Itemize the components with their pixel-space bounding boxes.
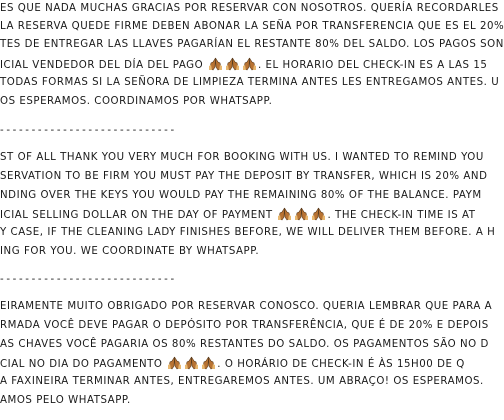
es-line-6: OS ESPERAMOS. COORDINAMOS POR WHATSAPP. xyxy=(0,96,273,107)
pt-line-2: RMADA VOCÊ DEVE PAGAR O DEPÓSITO POR TRANSFERÊNCIA, QUE É DE 20% E DEPOIS xyxy=(0,320,489,331)
en-line-4-a: ICIAL SELLING DOLLAR ON THE DAY OF PAYMENT xyxy=(0,210,273,221)
pt-line-4-b: . O HORÁRIO DE CHECK-IN É ÀS 15H00 DE Q xyxy=(217,359,465,370)
en-line-5: Y CASE, IF THE CLEANING LADY FINISHES BEFORE, WE WILL DELIVER THEM BEFORE. A H xyxy=(0,227,496,238)
es-line-2: LA RESERVA QUEDE FIRME DEBEN ABONAR LA SEÑA POR TRANSFERENCIA QUE ES EL 20% xyxy=(0,21,504,32)
separator-2: - - - - - - - - - - - - - - - - - - - - - - - - - - - - xyxy=(0,274,174,285)
pt-line-4 xyxy=(0,356,465,372)
en-line-1: ST OF ALL THANK YOU VERY MUCH FOR BOOKING WITH US. I WANTED TO REMIND YOU xyxy=(0,152,484,163)
praying-hands-icon xyxy=(242,57,257,71)
separator-1: - - - - - - - - - - - - - - - - - - - - - - - - - - - - xyxy=(0,125,174,136)
en-line-4 xyxy=(0,207,476,223)
es-line-3: TES DE ENTREGAR LAS LLAVES PAGARÍAN EL RESTANTE 80% DEL SALDO. LOS PAGOS SON xyxy=(0,39,504,50)
en-line-4-b: . THE CHECK-IN TIME IS AT xyxy=(327,210,476,221)
en-line-3: NDING OVER THE KEYS YOU WOULD PAY THE REMAINING 80% OF THE BALANCE. PAYM xyxy=(0,190,482,201)
pt-line-1: EIRAMENTE MUITO OBRIGADO POR RESERVAR CONOSCO. QUERIA LEMBRAR QUE PARA A xyxy=(0,301,493,312)
praying-hands-icon xyxy=(208,57,223,71)
pt-line-6: AMOS PELO WHATSAPP. xyxy=(0,395,131,406)
praying-hands-icon xyxy=(184,356,199,370)
es-line-4-a: ICIAL VENDEDOR DEL DÍA DEL PAGO xyxy=(0,60,204,71)
es-line-1: ES QUE NADA MUCHAS GRACIAS POR RESERVAR CON NOSOTROS. QUERÍA RECORDARLES xyxy=(0,3,499,14)
es-line-4-b: . EL HORARIO DEL CHECK-IN ES A LAS 15 xyxy=(257,60,488,71)
praying-hands-icon xyxy=(294,207,309,221)
es-line-4 xyxy=(0,57,487,73)
praying-hands-icon xyxy=(277,207,292,221)
pt-line-5: A FAXINEIRA TERMINAR ANTES, ENTREGAREMOS ANTES. UM ABRAÇO! OS ESPERAMOS. xyxy=(0,376,484,387)
praying-hands-icon xyxy=(167,356,182,370)
en-line-6: ING FOR YOU. WE COORDINATE BY WHATSAPP. xyxy=(0,246,260,257)
pt-line-4-a: CIAL NO DIA DO PAGAMENTO xyxy=(0,359,163,370)
praying-hands-icon xyxy=(201,356,216,370)
es-line-5: TODAS FORMAS SI LA SEÑORA DE LIMPIEZA TERMINA ANTES LES ENTREGAMOS ANTES. U xyxy=(0,77,500,88)
pt-line-3: AS CHAVES VOCÊ PAGARIA OS 80% RESTANTES DO SALDO. OS PAGAMENTOS SÃO NO D xyxy=(0,339,489,350)
praying-hands-icon xyxy=(311,207,326,221)
praying-hands-icon xyxy=(225,57,240,71)
en-line-2: SERVATION TO BE FIRM YOU MUST PAY THE DEPOSIT BY TRANSFER, WHICH IS 20% AND xyxy=(0,171,488,182)
